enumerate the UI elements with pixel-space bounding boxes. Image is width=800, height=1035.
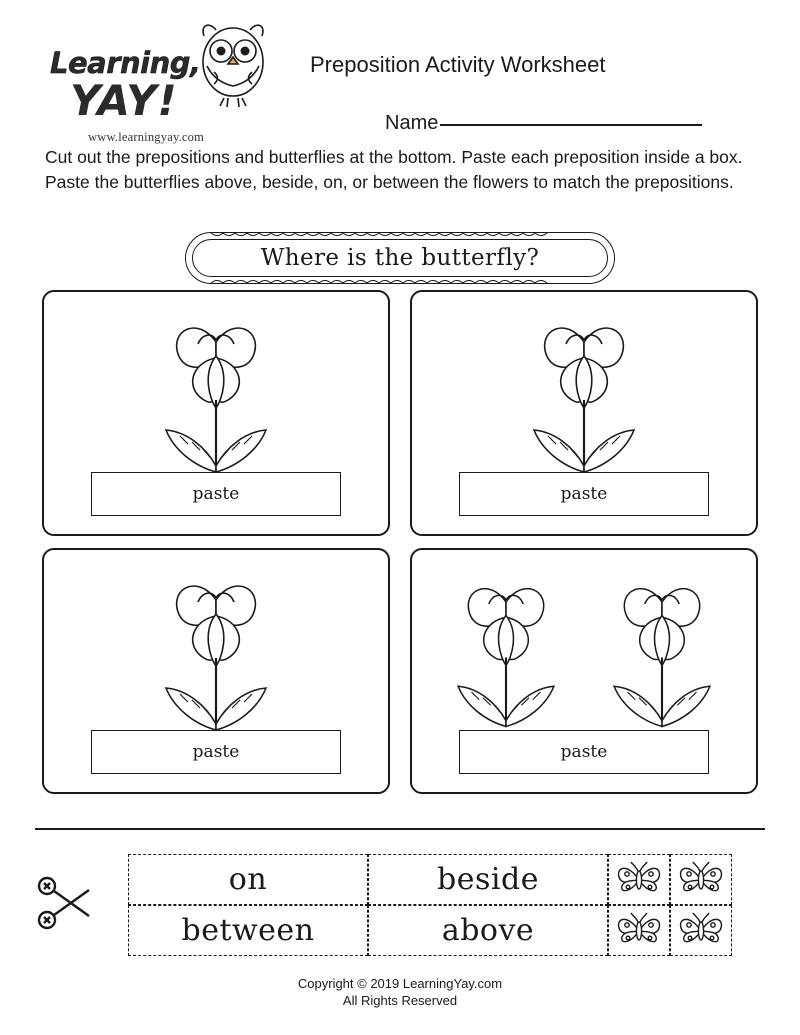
banner-question-text: Where is the butterfly? <box>260 245 540 271</box>
flower-icon <box>595 554 729 740</box>
cutout-grid <box>102 854 742 956</box>
cutout-word: beside <box>437 862 539 897</box>
activity-cell[interactable] <box>410 548 758 794</box>
footer <box>0 975 800 1009</box>
butterfly-icon <box>676 910 726 952</box>
paste-label: paste <box>192 484 240 504</box>
flower-group <box>412 554 756 742</box>
flower-icon <box>439 554 573 740</box>
paste-label: paste <box>192 742 240 762</box>
logo-word-learning: Learning, <box>50 46 201 80</box>
section-divider <box>35 828 765 830</box>
cutout-word-card[interactable] <box>128 854 368 905</box>
paste-box[interactable] <box>91 472 341 516</box>
activity-cell[interactable] <box>410 290 758 536</box>
name-field-row <box>385 112 702 135</box>
cutout-word-card[interactable] <box>368 854 608 905</box>
flower-group <box>44 554 388 742</box>
activity-cell[interactable] <box>42 290 390 536</box>
cutout-butterfly-card[interactable] <box>670 905 732 956</box>
activity-cell[interactable] <box>42 548 390 794</box>
paste-box[interactable] <box>91 730 341 774</box>
paste-box[interactable] <box>459 472 709 516</box>
flower-icon <box>136 554 296 740</box>
cutout-butterfly-card[interactable] <box>608 854 670 905</box>
copyright-line: Copyright © 2019 LearningYay.com <box>297 976 503 991</box>
paste-box[interactable] <box>459 730 709 774</box>
cutout-section <box>30 850 770 960</box>
butterfly-icon <box>614 910 664 952</box>
logo-word-yay: YAY! <box>70 76 178 125</box>
name-input-line[interactable] <box>440 123 702 126</box>
instructions-text: Cut out the prepositions and butterflies at the bottom. Paste each preposition inside a box. Paste the butterflies above, beside, on, or between the flowers to match the prepositions. <box>45 147 743 192</box>
cutout-word: between <box>181 913 315 948</box>
flower-icon <box>504 296 664 482</box>
page-title: Preposition Activity Worksheet <box>310 52 606 77</box>
flower-icon <box>136 296 296 482</box>
name-label: Name <box>385 112 439 134</box>
site-logo <box>40 18 280 148</box>
worksheet-header <box>0 10 800 145</box>
cutout-word-card[interactable] <box>128 905 368 956</box>
butterfly-icon <box>676 859 726 901</box>
butterfly-icon <box>614 859 664 901</box>
question-banner <box>185 232 615 284</box>
activity-grid <box>42 290 758 794</box>
cutout-word: on <box>228 862 268 897</box>
cutout-butterfly-card[interactable] <box>670 854 732 905</box>
cutout-butterfly-card[interactable] <box>608 905 670 956</box>
flower-group <box>412 296 756 484</box>
flower-group <box>44 296 388 484</box>
scissors-icon <box>35 872 95 934</box>
paste-label: paste <box>560 742 608 762</box>
rights-line: All Rights Reserved <box>342 993 458 1008</box>
cutout-word-card[interactable] <box>368 905 608 956</box>
cutout-word: above <box>441 913 535 948</box>
paste-label: paste <box>560 484 608 504</box>
logo-url: www.learningyay.com <box>88 130 205 144</box>
owl-icon <box>190 18 276 110</box>
banner-inner-border <box>192 239 608 277</box>
